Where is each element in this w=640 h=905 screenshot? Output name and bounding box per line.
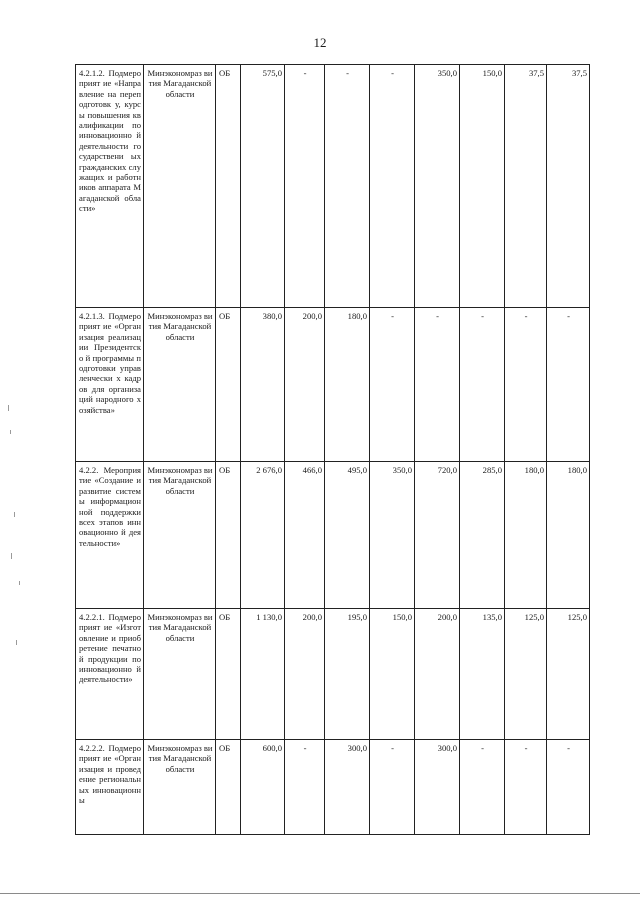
executor-cell: Минэкономраз вития Магаданской области <box>144 609 216 740</box>
year-value-cell: - <box>505 308 547 462</box>
executor-cell: Минэкономраз вития Магаданской области <box>144 308 216 462</box>
year-value-cell: 350,0 <box>370 462 415 609</box>
year-value-cell: - <box>285 740 325 835</box>
total-cell: 2 676,0 <box>241 462 285 609</box>
year-value-cell: - <box>285 65 325 308</box>
year-value-cell: 180,0 <box>325 308 370 462</box>
activity-name-cell: 4.2.2. Мероприятие «Создание и развитие системы информацион ной поддержки всех этапов инновационно й деятельности» <box>76 462 144 609</box>
year-value-cell: - <box>325 65 370 308</box>
scan-mark <box>16 640 17 645</box>
year-value-cell: 37,5 <box>505 65 547 308</box>
scan-mark <box>19 581 20 585</box>
year-value-cell: - <box>547 740 590 835</box>
funding-source-cell: ОБ <box>216 740 241 835</box>
activity-name-cell: 4.2.1.3. Подмероприят ие «Организация реализации Президентско й программы подготовки управленчески х кадров для организаций народного хозяйства» <box>76 308 144 462</box>
year-value-cell: 150,0 <box>460 65 505 308</box>
activity-name-cell: 4.2.2.2. Подмероприят ие «Организация и проведение региональных инновационны <box>76 740 144 835</box>
year-value-cell: - <box>547 308 590 462</box>
year-value-cell: 135,0 <box>460 609 505 740</box>
year-value-cell: - <box>370 740 415 835</box>
funding-source-cell: ОБ <box>216 609 241 740</box>
year-value-cell: 200,0 <box>415 609 460 740</box>
table-row <box>76 609 590 740</box>
year-value-cell: 300,0 <box>325 740 370 835</box>
table-row <box>76 740 590 835</box>
year-value-cell: 495,0 <box>325 462 370 609</box>
year-value-cell: 200,0 <box>285 308 325 462</box>
funding-source-cell: ОБ <box>216 308 241 462</box>
table-row <box>76 65 590 308</box>
scan-mark <box>10 430 11 434</box>
year-value-cell: 180,0 <box>547 462 590 609</box>
year-value-cell: - <box>370 65 415 308</box>
year-value-cell: 180,0 <box>505 462 547 609</box>
table-row <box>76 308 590 462</box>
scan-mark <box>8 405 9 411</box>
table-row <box>76 462 590 609</box>
scan-edge-line <box>0 893 640 894</box>
year-value-cell: 125,0 <box>505 609 547 740</box>
year-value-cell: 150,0 <box>370 609 415 740</box>
scan-mark <box>11 553 12 559</box>
scan-mark <box>14 512 15 517</box>
activity-name-cell: 4.2.1.2. Подмероприят ие «Направление на переподготовк у, курсы повышения квалификации по инновационно й деятельности государствени ых гражданских служащих и работников аппарата Магаданской области» <box>76 65 144 308</box>
executor-cell: Минэкономраз вития Магаданской области <box>144 65 216 308</box>
year-value-cell: - <box>415 308 460 462</box>
year-value-cell: 720,0 <box>415 462 460 609</box>
year-value-cell: 195,0 <box>325 609 370 740</box>
year-value-cell: 300,0 <box>415 740 460 835</box>
year-value-cell: 285,0 <box>460 462 505 609</box>
executor-cell: Минэкономраз вития Магаданской области <box>144 462 216 609</box>
total-cell: 1 130,0 <box>241 609 285 740</box>
year-value-cell: 350,0 <box>415 65 460 308</box>
year-value-cell: 125,0 <box>547 609 590 740</box>
budget-table <box>75 64 590 835</box>
year-value-cell: - <box>505 740 547 835</box>
total-cell: 380,0 <box>241 308 285 462</box>
year-value-cell: - <box>460 740 505 835</box>
funding-source-cell: ОБ <box>216 65 241 308</box>
activity-name-cell: 4.2.2.1. Подмероприят ие «Изготовление и приобретение печатной продукции по инновационно й деятельности» <box>76 609 144 740</box>
total-cell: 575,0 <box>241 65 285 308</box>
year-value-cell: 466,0 <box>285 462 325 609</box>
year-value-cell: - <box>460 308 505 462</box>
total-cell: 600,0 <box>241 740 285 835</box>
year-value-cell: 37,5 <box>547 65 590 308</box>
year-value-cell: - <box>370 308 415 462</box>
page-number: 12 <box>313 35 327 50</box>
funding-source-cell: ОБ <box>216 462 241 609</box>
executor-cell: Минэкономраз вития Магаданской области <box>144 740 216 835</box>
year-value-cell: 200,0 <box>285 609 325 740</box>
